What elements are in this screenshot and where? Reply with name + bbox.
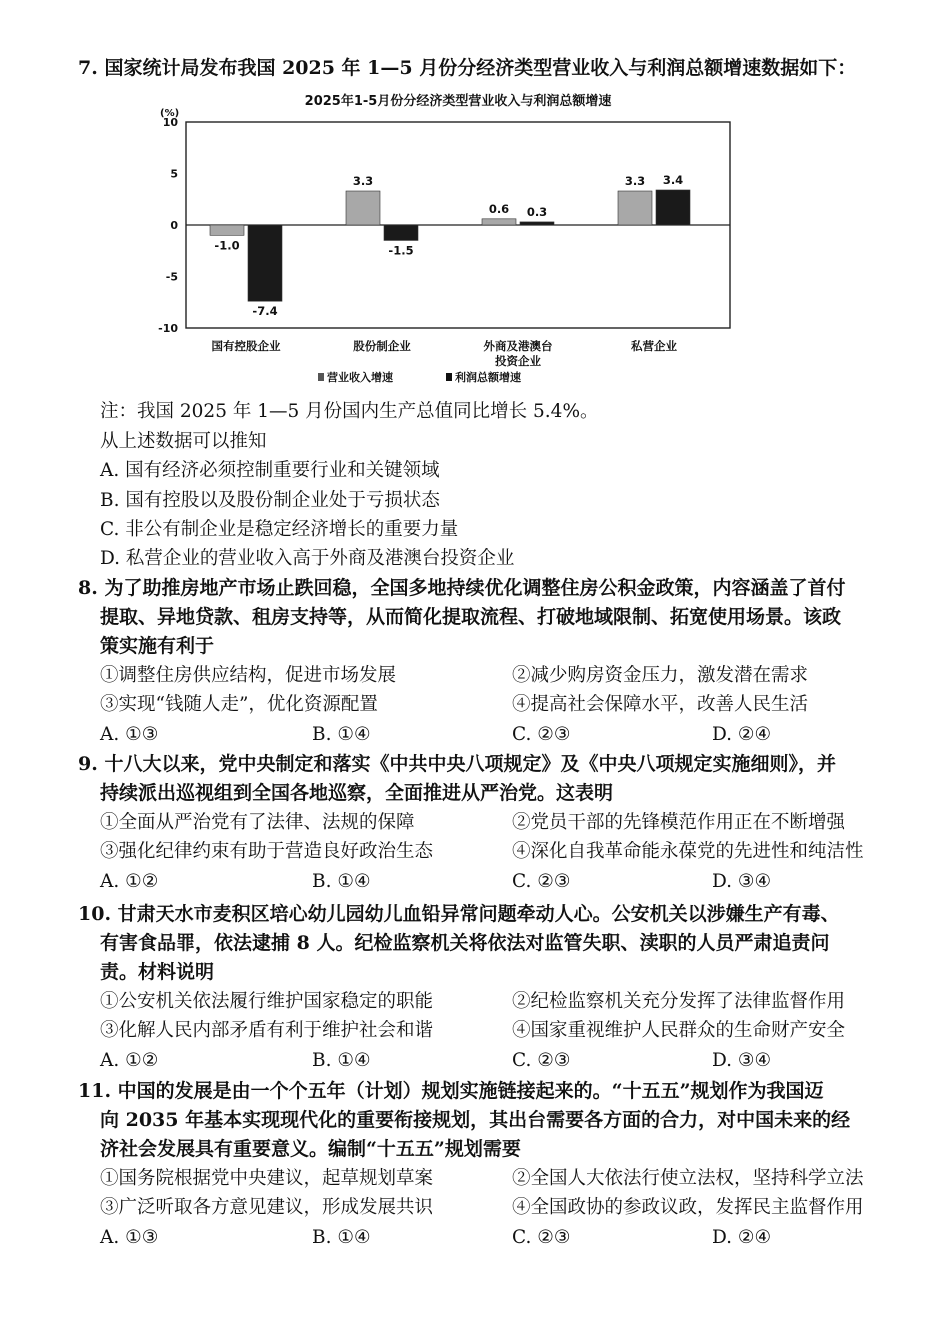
data-label: 3.3 [624, 174, 646, 189]
data-label: 3.4 [662, 172, 684, 187]
q9-choice-d: D. ③④ [712, 871, 772, 892]
y-tick-label: -5 [165, 270, 178, 284]
q9-choice-b: B. ①④ [312, 871, 371, 892]
q9-item-3: ③强化纪律约束有助于营造良好政治生态 [100, 841, 434, 862]
q7-option-c: C. 非公有制企业是稳定经济增长的重要力量 [100, 519, 459, 540]
q11-choice-a: A. ①③ [100, 1227, 159, 1248]
q8-line-3: 策实施有利于 [100, 635, 215, 657]
q7-chart [150, 86, 740, 396]
q9-line-2: 持续派出巡视组到全国各地巡察，全面推进从严治党。这表明 [100, 782, 614, 804]
q11-item-3: ③广泛听取各方意见建议，形成发展共识 [100, 1197, 434, 1218]
q10-item-2: ②纪检监察机关充分发挥了法律监督作用 [512, 991, 846, 1012]
q10-line-1: 10. 甘肃天水市麦积区培心幼儿园幼儿血铅异常问题牵动人心。公安机关以涉嫌生产有毒、 [78, 903, 840, 925]
q10-item-3: ③化解人民内部矛盾有利于维护社会和谐 [100, 1020, 434, 1041]
y-axis-unit: (%) [160, 108, 180, 119]
q11-line-1: 11. 中国的发展是由一个个五年（计划）规划实施链接起来的。“十五五”规划作为我国迈 [78, 1080, 824, 1102]
q7-option-d: D. 私营企业的营业收入高于外商及港澳台投资企业 [100, 548, 515, 569]
legend-swatch [318, 373, 324, 381]
data-label: 0.6 [488, 201, 510, 216]
q8-choice-b: B. ①④ [312, 724, 371, 745]
q10-choice-a: A. ①② [100, 1050, 159, 1071]
q11-choice-b: B. ①④ [312, 1227, 371, 1248]
q7-note: 注：我国 2025 年 1—5 月份国内生产总值同比增长 5.4%。 [100, 401, 599, 422]
q7-option-a: A. 国有经济必须控制重要行业和关键领域 [100, 460, 440, 481]
x-category-label: 股份制企业 [353, 339, 411, 353]
q9-item-4: ④深化自我革命能永葆党的先进性和纯洁性 [512, 841, 864, 862]
x-category-label: 国有控股企业 [211, 339, 281, 353]
legend-label: 营业收入增速 [327, 371, 393, 384]
q11-item-2: ②全国人大依法行使立法权，坚持科学立法 [512, 1168, 864, 1189]
bar-revenue [618, 191, 652, 225]
q7-stem: 7. 国家统计局发布我国 2025 年 1—5 月份分经济类型营业收入与利润总额增速数据如下： [78, 57, 857, 79]
q9-choice-c: C. ②③ [512, 871, 571, 892]
legend-label: 利润总额增速 [455, 371, 521, 384]
bar-profit [520, 222, 554, 225]
bar-profit [248, 225, 282, 301]
q10-choice-c: C. ②③ [512, 1050, 571, 1071]
q8-item-1: ①调整住房供应结构，促进市场发展 [100, 665, 397, 686]
bar-profit [384, 225, 418, 240]
q11-item-1: ①国务院根据党中央建议，起草规划草案 [100, 1168, 434, 1189]
y-tick-label: -10 [158, 322, 178, 335]
data-label: -1.0 [214, 238, 240, 253]
q9-item-2: ②党员干部的先锋模范作用正在不断增强 [512, 812, 846, 833]
q8-item-2: ②减少购房资金压力，激发潜在需求 [512, 665, 809, 686]
bar-chart [150, 86, 740, 396]
chart-title: 2025年1-5月份分经济类型营业收入与利润总额增速 [304, 94, 612, 109]
q10-item-4: ④国家重视维护人民群众的生命财产安全 [512, 1020, 846, 1041]
q11-choice-c: C. ②③ [512, 1227, 571, 1248]
y-tick-label: 5 [170, 167, 178, 181]
y-tick-label: 0 [170, 219, 178, 232]
q7-option-b: B. 国有控股以及股份制企业处于亏损状态 [100, 490, 440, 511]
q11-line-2: 向 2035 年基本实现现代化的重要衔接规划，其出台需要各方面的合力，对中国未来的经 [100, 1109, 851, 1131]
data-label: -7.4 [252, 304, 278, 319]
q9-choice-a: A. ①② [100, 871, 159, 892]
data-label: 0.3 [526, 204, 548, 219]
q7-prompt: 从上述数据可以推知 [100, 431, 267, 452]
q10-line-3: 责。材料说明 [100, 961, 215, 983]
x-category-label: 外商及港澳台 [483, 339, 553, 353]
data-label: 3.3 [352, 174, 374, 189]
q10-item-1: ①公安机关依法履行维护国家稳定的职能 [100, 991, 434, 1012]
x-category-label: 私营企业 [631, 339, 677, 353]
q8-choice-a: A. ①③ [100, 724, 159, 745]
q8-choice-d: D. ②④ [712, 724, 772, 745]
bar-profit [656, 190, 690, 225]
q8-item-3: ③实现“钱随人走”，优化资源配置 [100, 694, 378, 715]
bar-revenue [482, 219, 516, 225]
q9-line-1: 9. 十八大以来，党中央制定和落实《中共中央八项规定》及《中央八项规定实施细则》，并 [78, 753, 836, 775]
legend-swatch [446, 373, 452, 381]
q10-choice-b: B. ①④ [312, 1050, 371, 1071]
q8-choice-c: C. ②③ [512, 724, 571, 745]
data-label: -1.5 [388, 243, 414, 258]
q9-item-1: ①全面从严治党有了法律、法规的保障 [100, 812, 415, 833]
q8-line-2: 提取、异地贷款、租房支持等，从而简化提取流程、打破地域限制、拓宽使用场景。该政 [100, 606, 842, 628]
q11-line-3: 济社会发展具有重要意义。编制“十五五”规划需要 [100, 1138, 521, 1160]
q11-item-4: ④全国政协的参政议政，发挥民主监督作用 [512, 1197, 864, 1218]
q8-item-4: ④提高社会保障水平，改善人民生活 [512, 694, 809, 715]
q10-line-2: 有害食品罪，依法逮捕 8 人。纪检监察机关将依法对监管失职、渎职的人员严肃追责问 [100, 932, 830, 954]
y-tick-label: 10 [162, 116, 178, 129]
x-category-label: 投资企业 [495, 354, 541, 368]
q10-choice-d: D. ③④ [712, 1050, 772, 1071]
q8-line-1: 8. 为了助推房地产市场止跌回稳，全国多地持续优化调整住房公积金政策，内容涵盖了首付 [78, 577, 846, 599]
q11-choice-d: D. ②④ [712, 1227, 772, 1248]
bar-revenue [346, 191, 380, 225]
bar-revenue [210, 225, 244, 235]
